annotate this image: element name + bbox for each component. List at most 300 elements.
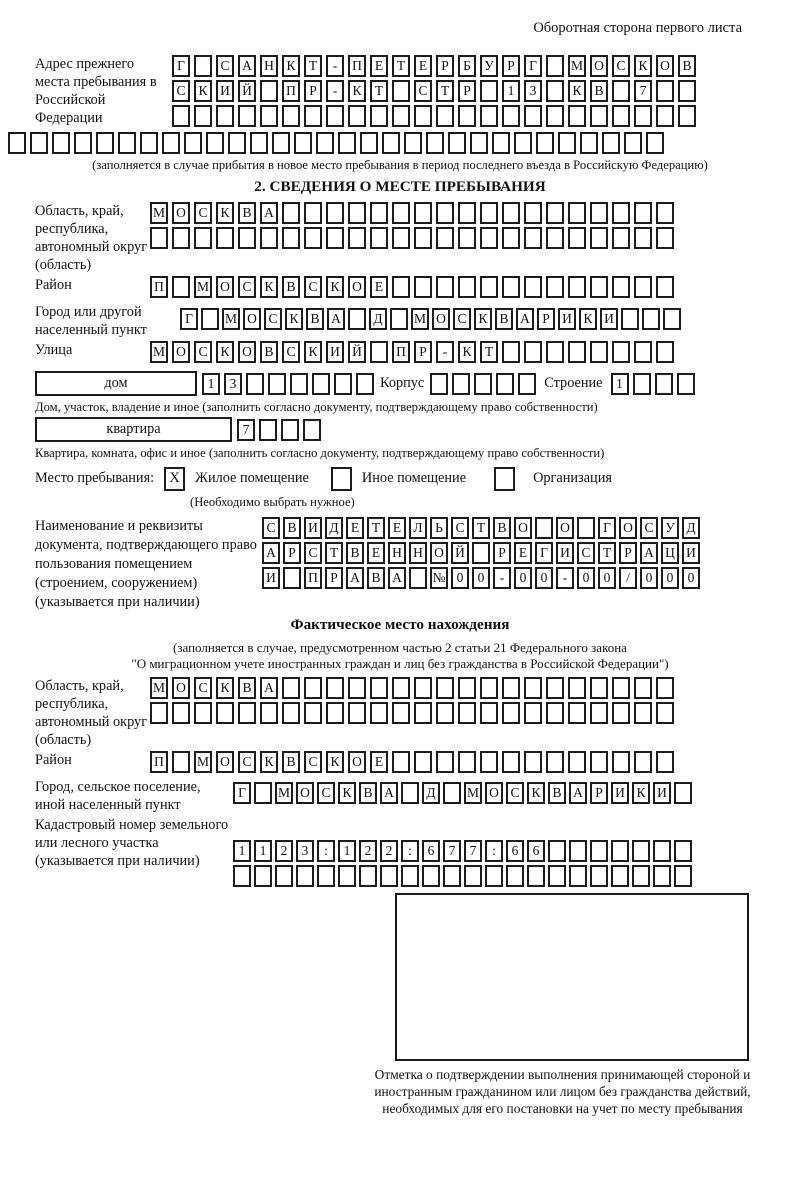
char-cell xyxy=(392,702,410,724)
char-cell: И xyxy=(653,782,671,804)
char-cell: В xyxy=(346,542,364,564)
house-row xyxy=(0,371,800,396)
char-cell xyxy=(436,227,454,249)
char-row xyxy=(150,202,678,224)
char-cell xyxy=(304,677,322,699)
char-cell: Н xyxy=(388,542,406,564)
char-cell xyxy=(326,202,344,224)
char-cell xyxy=(558,132,576,154)
document-label: Наименование и реквизиты документа, подтверждающего право пользования помещением (строением, сооружением) (указывается при наличии) xyxy=(35,518,257,610)
char-cell xyxy=(118,132,136,154)
apartment-box-label: квартира xyxy=(35,417,232,442)
char-cell xyxy=(392,105,410,127)
char-cell: О xyxy=(172,341,190,363)
stamp-caption: Отметка о подтверждении выполнения принимающей стороной и иностранным гражданином или лицом без гражданства действий, необходимых для его постановки на учет по месту пребывания xyxy=(374,1067,751,1116)
char-cell xyxy=(272,132,290,154)
char-cell xyxy=(546,202,564,224)
char-cell xyxy=(426,132,444,154)
street-group xyxy=(0,341,800,366)
char-cell xyxy=(656,80,674,102)
char-cell xyxy=(275,865,293,887)
char-cell xyxy=(656,677,674,699)
char-cell xyxy=(370,341,388,363)
char-cell xyxy=(492,132,510,154)
char-cell: М xyxy=(194,751,212,773)
char-cell: А xyxy=(262,542,280,564)
char-cell xyxy=(443,782,461,804)
char-cell xyxy=(502,227,520,249)
char-cell xyxy=(612,276,630,298)
char-cell: Т xyxy=(472,517,490,539)
char-cell xyxy=(370,677,388,699)
option-organization-label: Организация xyxy=(533,470,612,486)
char-row xyxy=(233,782,695,804)
char-cell xyxy=(216,227,234,249)
char-row xyxy=(150,276,678,298)
char-cell xyxy=(238,105,256,127)
char-cell xyxy=(656,202,674,224)
char-cell xyxy=(304,105,322,127)
char-cell: Р xyxy=(537,308,555,330)
char-cell: / xyxy=(619,567,637,589)
actual-location-caption-1: (заполняется в случае, предусмотренном частью 2 статьи 21 Федерального закона xyxy=(173,640,627,655)
char-cell: С xyxy=(304,751,322,773)
char-cell xyxy=(634,276,652,298)
char-cell: Е xyxy=(388,517,406,539)
char-cell: О xyxy=(590,55,608,77)
char-cell: Р xyxy=(325,567,343,589)
char-cell xyxy=(656,702,674,724)
checkbox-residential: X xyxy=(164,467,185,491)
char-cell: 7 xyxy=(634,80,652,102)
char-cell xyxy=(546,702,564,724)
char-cell: В xyxy=(590,80,608,102)
char-cell: - xyxy=(326,80,344,102)
char-cell xyxy=(458,751,476,773)
checkbox-other-premises xyxy=(331,467,352,491)
char-cell xyxy=(392,80,410,102)
char-cell xyxy=(268,373,286,395)
char-cell: 3 xyxy=(524,80,542,102)
char-cell: К xyxy=(338,782,356,804)
char-cell xyxy=(653,840,671,862)
char-cell xyxy=(480,702,498,724)
page-side-note: Оборотная сторона первого листа xyxy=(533,20,742,36)
char-row xyxy=(150,751,678,773)
char-cell xyxy=(569,865,587,887)
char-cell xyxy=(96,132,114,154)
char-cell xyxy=(590,677,608,699)
char-cell xyxy=(496,373,514,395)
char-cell xyxy=(260,227,278,249)
char-cell: С xyxy=(282,341,300,363)
char-cell: К xyxy=(216,677,234,699)
actual-region-cells xyxy=(150,677,678,727)
char-cell: В xyxy=(367,567,385,589)
char-cell: Т xyxy=(598,542,616,564)
char-cell xyxy=(304,227,322,249)
char-cell xyxy=(436,677,454,699)
char-cell: Е xyxy=(346,517,364,539)
house-box-label: дом xyxy=(35,371,197,396)
street-label: Улица xyxy=(35,342,73,358)
char-cell xyxy=(194,105,212,127)
char-cell: Ь xyxy=(430,517,448,539)
char-cell: В xyxy=(238,677,256,699)
stay-type-note: (Необходимо выбрать нужное) xyxy=(190,495,355,509)
char-cell: А xyxy=(388,567,406,589)
char-cell xyxy=(634,105,652,127)
char-cell: О xyxy=(172,677,190,699)
char-cell xyxy=(580,132,598,154)
char-cell: Р xyxy=(458,80,476,102)
char-cell xyxy=(348,702,366,724)
option-residential-label: Жилое помещение xyxy=(195,470,309,486)
char-cell xyxy=(590,751,608,773)
actual-location-caption-2: "О миграционном учете иностранных граждан и лиц без гражданства в Российской Федерации") xyxy=(131,656,669,671)
char-cell xyxy=(502,202,520,224)
char-cell xyxy=(524,341,542,363)
char-cell: С xyxy=(506,782,524,804)
char-cell xyxy=(568,276,586,298)
char-cell xyxy=(568,227,586,249)
char-cell: : xyxy=(401,840,419,862)
stroenie-label: Строение xyxy=(544,375,603,391)
char-cell: 1 xyxy=(338,840,356,862)
char-cell xyxy=(590,341,608,363)
char-cell xyxy=(282,105,300,127)
char-cell: К xyxy=(260,276,278,298)
char-cell xyxy=(401,865,419,887)
char-cell xyxy=(546,105,564,127)
char-cell xyxy=(326,105,344,127)
char-cell: О xyxy=(216,751,234,773)
char-cell xyxy=(674,782,692,804)
char-cell xyxy=(316,132,334,154)
char-cell: № xyxy=(430,567,448,589)
char-cell: О xyxy=(348,751,366,773)
region-group xyxy=(0,202,800,274)
char-cell xyxy=(653,865,671,887)
char-cell xyxy=(304,702,322,724)
char-cell: К xyxy=(304,341,322,363)
char-cell: С xyxy=(172,80,190,102)
char-cell xyxy=(436,202,454,224)
char-cell xyxy=(348,202,366,224)
char-cell: В xyxy=(260,341,278,363)
char-cell: И xyxy=(216,80,234,102)
char-cell: К xyxy=(282,55,300,77)
char-row xyxy=(150,341,678,363)
char-cell xyxy=(414,677,432,699)
char-cell xyxy=(184,132,202,154)
char-cell xyxy=(246,373,264,395)
char-cell: 6 xyxy=(422,840,440,862)
char-cell: - xyxy=(326,55,344,77)
char-cell: 2 xyxy=(275,840,293,862)
char-cell xyxy=(634,751,652,773)
house-cells xyxy=(202,373,378,395)
char-cell: 0 xyxy=(682,567,700,589)
actual-city-label: Город, сельское поселение, иной населенный пункт xyxy=(35,779,201,813)
char-cell xyxy=(294,132,312,154)
char-cell xyxy=(458,202,476,224)
char-cell: Н xyxy=(409,542,427,564)
char-cell: И xyxy=(304,517,322,539)
char-cell: О xyxy=(216,276,234,298)
char-cell: Л xyxy=(409,517,427,539)
cadastre-cells xyxy=(233,816,695,890)
char-cell: Г xyxy=(535,542,553,564)
region-label: Область, край, республика, автономный округ (область) xyxy=(35,203,148,273)
char-cell xyxy=(568,341,586,363)
char-cell xyxy=(458,276,476,298)
char-row xyxy=(233,865,695,887)
char-cell: Р xyxy=(283,542,301,564)
char-cell xyxy=(568,202,586,224)
char-cell: Т xyxy=(480,341,498,363)
char-cell xyxy=(326,677,344,699)
char-cell: И xyxy=(326,341,344,363)
char-cell: 1 xyxy=(233,840,251,862)
char-cell: К xyxy=(632,782,650,804)
char-row xyxy=(150,702,678,724)
char-cell xyxy=(326,702,344,724)
char-cell: 7 xyxy=(237,419,255,441)
char-cell: О xyxy=(238,341,256,363)
char-cell xyxy=(430,373,448,395)
char-cell: Г xyxy=(180,308,198,330)
char-cell xyxy=(404,132,422,154)
char-cell xyxy=(356,373,374,395)
char-cell xyxy=(612,202,630,224)
char-cell xyxy=(74,132,92,154)
char-cell: Г xyxy=(172,55,190,77)
char-cell: О xyxy=(172,202,190,224)
char-cell xyxy=(634,677,652,699)
char-cell: М xyxy=(194,276,212,298)
char-cell: 0 xyxy=(598,567,616,589)
char-cell: Е xyxy=(414,55,432,77)
char-cell: П xyxy=(150,276,168,298)
char-cell: И xyxy=(600,308,618,330)
char-cell xyxy=(414,276,432,298)
char-cell xyxy=(612,341,630,363)
char-cell xyxy=(568,702,586,724)
char-cell xyxy=(436,751,454,773)
cadastre-group xyxy=(0,816,800,890)
char-cell xyxy=(524,702,542,724)
apartment-caption: Квартира, комната, офис и иное (заполнить согласно документу, подтверждающему право собственности) xyxy=(35,446,605,460)
char-cell: Р xyxy=(502,55,520,77)
char-cell: - xyxy=(493,567,511,589)
char-cell xyxy=(590,202,608,224)
char-cell: О xyxy=(432,308,450,330)
char-cell: Г xyxy=(598,517,616,539)
city-label: Город или другой населенный пункт xyxy=(35,304,147,338)
char-cell: С xyxy=(304,276,322,298)
char-cell xyxy=(480,105,498,127)
char-cell xyxy=(678,105,696,127)
char-cell: 2 xyxy=(359,840,377,862)
char-cell xyxy=(502,702,520,724)
prev-address-cells xyxy=(172,55,700,130)
char-cell: И xyxy=(558,308,576,330)
char-cell xyxy=(172,276,190,298)
char-cell: М xyxy=(222,308,240,330)
char-cell xyxy=(458,105,476,127)
char-cell xyxy=(590,105,608,127)
char-cell xyxy=(546,341,564,363)
char-cell xyxy=(414,202,432,224)
char-cell xyxy=(458,702,476,724)
char-cell xyxy=(612,751,630,773)
prev-address-label: Адрес прежнего места пребывания в Российской Федерации xyxy=(35,56,157,126)
char-cell xyxy=(194,702,212,724)
char-cell xyxy=(228,132,246,154)
actual-region-label: Область, край, республика, автономный округ (область) xyxy=(35,678,148,748)
char-cell xyxy=(238,702,256,724)
char-cell: Д xyxy=(325,517,343,539)
char-cell xyxy=(150,227,168,249)
char-cell xyxy=(282,677,300,699)
char-cell: : xyxy=(317,840,335,862)
char-cell: 1 xyxy=(611,373,629,395)
char-cell: С xyxy=(577,542,595,564)
document-group xyxy=(0,517,800,612)
char-cell xyxy=(317,865,335,887)
char-cell xyxy=(674,865,692,887)
char-cell xyxy=(260,702,278,724)
char-cell xyxy=(656,751,674,773)
region-cells xyxy=(150,202,678,252)
char-cell: О xyxy=(296,782,314,804)
char-cell: К xyxy=(568,80,586,102)
char-cell: М xyxy=(150,677,168,699)
char-cell: 0 xyxy=(535,567,553,589)
confirmation-stamp-box xyxy=(395,893,749,1061)
char-cell xyxy=(536,132,554,154)
char-cell: 0 xyxy=(451,567,469,589)
char-cell xyxy=(8,132,26,154)
char-cell xyxy=(464,865,482,887)
char-cell xyxy=(590,276,608,298)
char-cell xyxy=(282,702,300,724)
char-cell: К xyxy=(326,751,344,773)
char-cell: Т xyxy=(304,55,322,77)
char-cell xyxy=(254,782,272,804)
char-cell: 0 xyxy=(472,567,490,589)
cadastre-label: Кадастровый номер земельного или лесного участка (указывается при наличии) xyxy=(35,817,229,869)
char-cell xyxy=(414,702,432,724)
char-cell xyxy=(634,227,652,249)
char-cell: 0 xyxy=(577,567,595,589)
char-cell xyxy=(634,702,652,724)
char-cell xyxy=(282,227,300,249)
char-cell: С xyxy=(304,542,322,564)
char-cell: Д xyxy=(682,517,700,539)
char-cell xyxy=(480,80,498,102)
section2-title: 2. СВЕДЕНИЯ О МЕСТЕ ПРЕБЫВАНИЯ xyxy=(254,178,546,195)
char-cell xyxy=(524,227,542,249)
char-cell: 6 xyxy=(527,840,545,862)
char-cell: Й xyxy=(451,542,469,564)
char-cell xyxy=(674,840,692,862)
char-cell: 1 xyxy=(254,840,272,862)
char-cell xyxy=(422,865,440,887)
char-cell xyxy=(611,840,629,862)
char-cell xyxy=(30,132,48,154)
char-cell: В xyxy=(282,751,300,773)
char-cell xyxy=(304,202,322,224)
char-row xyxy=(150,677,678,699)
char-row xyxy=(172,55,700,77)
char-cell: М xyxy=(411,308,429,330)
char-cell xyxy=(612,105,630,127)
char-cell: М xyxy=(275,782,293,804)
char-cell xyxy=(524,276,542,298)
char-cell xyxy=(502,341,520,363)
char-cell xyxy=(201,308,219,330)
char-cell: С xyxy=(194,202,212,224)
char-cell xyxy=(506,865,524,887)
char-cell: С xyxy=(262,517,280,539)
char-cell xyxy=(216,105,234,127)
char-cell xyxy=(162,132,180,154)
char-cell: И xyxy=(556,542,574,564)
char-row xyxy=(233,840,695,862)
char-cell: 2 xyxy=(380,840,398,862)
char-cell: 0 xyxy=(640,567,658,589)
char-cell: М xyxy=(464,782,482,804)
char-cell: Е xyxy=(370,55,388,77)
char-cell xyxy=(632,865,650,887)
char-cell xyxy=(480,751,498,773)
char-cell xyxy=(250,132,268,154)
char-cell: Ц xyxy=(661,542,679,564)
char-cell: С xyxy=(453,308,471,330)
char-cell: П xyxy=(150,751,168,773)
char-cell xyxy=(612,227,630,249)
district-label: Район xyxy=(35,277,72,293)
char-cell: О xyxy=(656,55,674,77)
char-cell xyxy=(206,132,224,154)
char-row xyxy=(262,542,703,564)
char-cell: С xyxy=(640,517,658,539)
char-row xyxy=(150,227,678,249)
char-cell xyxy=(577,517,595,539)
char-cell: У xyxy=(661,517,679,539)
char-cell xyxy=(678,80,696,102)
char-cell xyxy=(282,202,300,224)
char-cell: В xyxy=(283,517,301,539)
actual-district-label: Район xyxy=(35,752,72,768)
char-cell xyxy=(370,105,388,127)
char-cell xyxy=(480,276,498,298)
char-cell xyxy=(194,227,212,249)
char-cell: А xyxy=(516,308,534,330)
char-cell xyxy=(612,80,630,102)
char-cell: О xyxy=(348,276,366,298)
char-cell: О xyxy=(514,517,532,539)
char-cell: 0 xyxy=(514,567,532,589)
char-cell xyxy=(312,373,330,395)
char-cell xyxy=(621,308,639,330)
char-cell xyxy=(392,202,410,224)
char-cell xyxy=(546,751,564,773)
char-cell: Т xyxy=(392,55,410,77)
char-cell xyxy=(370,227,388,249)
